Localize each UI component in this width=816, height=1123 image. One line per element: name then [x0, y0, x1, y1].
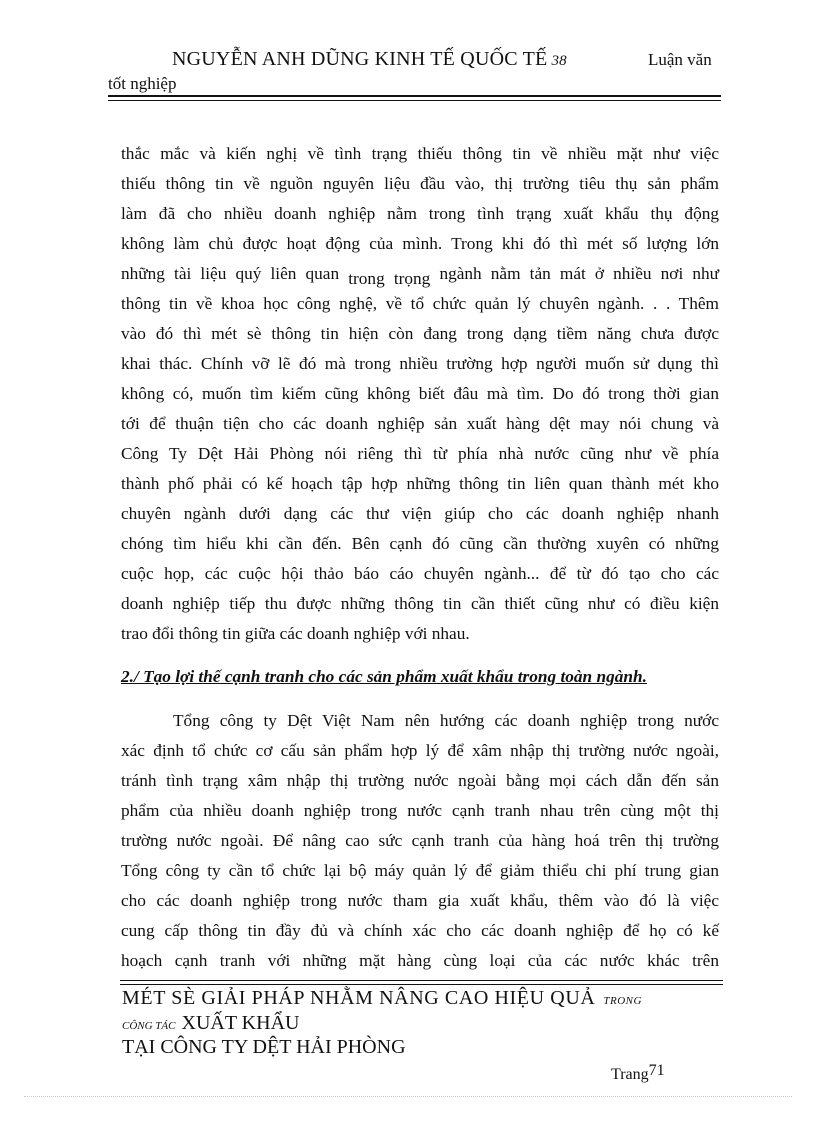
- header-right-label: Luận văn: [648, 50, 712, 69]
- paragraph-2: [121, 706, 719, 976]
- text-line: thành phố phải có kế hoạch tập hợp những thông tin liên quan thành mét kho: [121, 474, 719, 493]
- header-rule-thin: [108, 100, 721, 101]
- text-line: không làm chủ được hoạt động của mình. Trong khi đó thì mét số lượng lớn: [121, 234, 719, 253]
- page-bottom-divider: [24, 1096, 792, 1097]
- text-line-start: những tài liệu quý liên quan: [121, 264, 340, 283]
- footer-rule: [120, 980, 723, 981]
- text-line: tránh tình trạng xâm nhập thị trường nước ngoài bằng mọi cách dẫn đến sản: [121, 771, 719, 790]
- text-line: làm đã cho nhiều doanh nghiệp nằm trong tình trạng xuất khẩu thụ động: [121, 204, 719, 223]
- text-line: thiếu thông tin về nguồn nguyên liệu đầu vào, thị trường tiêu thụ sản phẩm: [121, 174, 719, 193]
- text-line: tới để thuận tiện cho các doanh nghiệp sản xuất hàng dệt may nói chung và: [121, 414, 719, 433]
- paragraph-1: [121, 139, 719, 649]
- text-line: doanh nghiệp tiếp thu được những thông tin cần thiết cũng như có điều kiện: [121, 594, 719, 613]
- footer-line-2-text: XUẤT KHẨU: [181, 1012, 300, 1034]
- page-number-value: 71: [648, 1062, 665, 1079]
- text-line-end: ngành nằm tản mát ở nhiều nơi như: [439, 264, 719, 283]
- text-line: trao đổi thông tin giữa các doanh nghiệp với nhau.: [121, 624, 470, 643]
- header-subtitle: tốt nghiệp: [108, 74, 177, 93]
- text-line: trường nước ngoài. Để nâng cao sức cạnh tranh của hàng hoá trên thị trường: [121, 831, 719, 850]
- footer-title-text: MÉT SÈ GIẢI PHÁP NHẰM NÂNG CAO HIỆU QUẢ: [122, 987, 596, 1009]
- text-inline-lowered: trong trọng: [348, 269, 431, 288]
- text-line: thắc mắc và kiến nghị về tình trạng thiếu thông tin về nhiều mặt như việc: [121, 144, 719, 163]
- text-line: phẩm của nhiều doanh nghiệp trong nước cạnh tranh nhau trên cùng một thị: [121, 801, 719, 820]
- text-line: cung cấp thông tin đầy đủ và chính xác cho các doanh nghiệp để họ có kế: [121, 921, 719, 940]
- page-number: [611, 1062, 665, 1084]
- footer-rule-thin: [120, 984, 723, 985]
- text-line: không có, muốn tìm kiếm cũng không biết đâu mà tìm. Do đó trong thời gian: [121, 384, 719, 403]
- footer-title-line-1: [122, 987, 642, 1010]
- text-line-mixed: [121, 259, 719, 289]
- header-page-number: 38: [551, 53, 567, 69]
- header-title: [172, 48, 567, 71]
- text-line: cho các doanh nghiệp trong nước tham gia xuất khẩu, thêm vào đó là việc: [121, 891, 719, 910]
- text-line: thông tin về khoa học công nghệ, về tổ chức quản lý chuyên ngành. . . Thêm: [121, 294, 719, 313]
- text-line: chóng tìm hiểu khi cần đến. Bên cạnh đó cũng cần thường xuyên có những: [121, 534, 719, 553]
- text-line: xác định tổ chức cơ cấu sản phẩm hợp lý để xâm nhập thị trường nước ngoài,: [121, 741, 719, 760]
- header-rule: [108, 95, 721, 97]
- section-heading: 2./ Tạo lợi thế cạnh tranh cho các sản phẩm xuất khẩu trong toàn ngành.: [121, 667, 647, 686]
- text-line: cuộc họp, các cuộc hội thảo báo cáo chuyên ngành... để từ đó tạo cho các: [121, 564, 719, 583]
- footer-title-line-3: TẠI CÔNG TY DỆT HẢI PHÒNG: [122, 1036, 406, 1058]
- text-line: Tổng công ty Dệt Việt Nam nên hướng các doanh nghiệp trong nước: [173, 711, 719, 730]
- text-line: Tổng công ty cần tổ chức lại bộ máy quản lý để giảm thiểu chi phí trung gian: [121, 861, 719, 880]
- text-line: vào đó thì mét sè thông tin hiện còn đang trong dạng tiềm năng chưa được: [121, 324, 719, 343]
- footer-title-line-2: [122, 1012, 299, 1035]
- text-line: Công Ty Dệt Hải Phòng nói riêng thì từ phía nhà nước cũng như về phía: [121, 444, 719, 463]
- page-label: Trang: [611, 1066, 649, 1083]
- text-line: chuyên ngành dưới dạng các thư viện giúp cho các doanh nghiệp nhanh: [121, 504, 719, 523]
- text-line: khai thác. Chính vỡ lẽ đó mà trong nhiều trường hợp người muốn sử dụng thì: [121, 354, 719, 373]
- footer-small-italic: CÔNG TÁC: [122, 1020, 176, 1032]
- header-title-text: NGUYỄN ANH DŨNG KINH TẾ QUỐC TẾ: [172, 48, 548, 70]
- text-line: hoạch cạnh tranh với những mặt hàng cùng loại của các nước khác trên: [121, 951, 719, 970]
- footer-title-italic: TRONG: [603, 995, 642, 1007]
